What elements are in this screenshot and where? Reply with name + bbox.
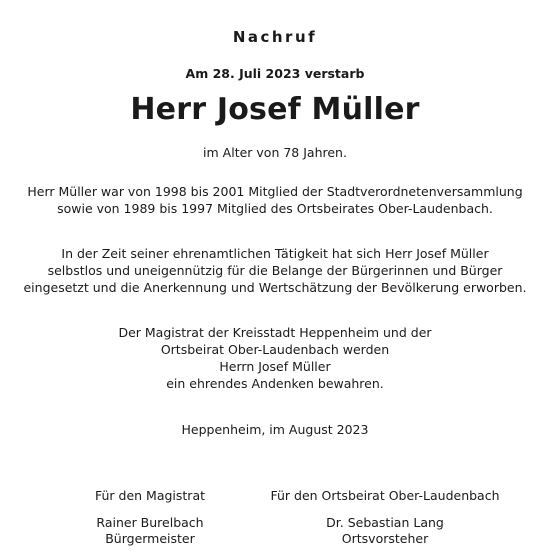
signature-right-person — [270, 515, 500, 547]
place-date-line: Heppenheim, im August 2023 — [181, 422, 369, 437]
notice-heading: Nachruf — [232, 28, 318, 46]
paragraph-line: In der Zeit seiner ehrenamtlichen Tätigkeit hat sich Herr Josef Müller — [61, 246, 489, 261]
signature-left-person — [60, 515, 240, 547]
signatory-title: Bürgermeister — [105, 531, 195, 546]
paragraph-line: Ortsbeirat Ober-Laudenbach werden — [160, 342, 390, 357]
paragraph-line: eingesetzt und die Anerkennung und Wertschätzung der Bevölkerung erworben. — [23, 280, 527, 295]
signatory-title: Ortsvorsteher — [341, 531, 429, 546]
age-line: im Alter von 78 Jahren. — [203, 145, 347, 160]
signatory-name: Rainer Burelbach — [96, 515, 204, 530]
paragraph-line: ein ehrendes Andenken bewahren. — [166, 376, 384, 391]
signatory-name: Dr. Sebastian Lang — [326, 515, 444, 530]
signature-right-org: Für den Ortsbeirat Ober-Laudenbach — [270, 488, 500, 503]
signature-left-org: Für den Magistrat — [94, 488, 206, 503]
death-date-line: Am 28. Juli 2023 verstarb — [185, 66, 365, 81]
paragraph-line: sowie von 1989 bis 1997 Mitglied des Ortsbeirates Ober-Laudenbach. — [57, 201, 493, 216]
membership-paragraph — [0, 183, 550, 217]
tribute-paragraph — [0, 245, 550, 296]
paragraph-line: Der Magistrat der Kreisstadt Heppenheim und der — [118, 325, 432, 340]
paragraph-line: Herrn Josef Müller — [219, 359, 331, 374]
deceased-name: Herr Josef Müller — [130, 92, 420, 127]
remembrance-paragraph — [0, 324, 550, 392]
paragraph-line: selbstlos und uneigennützig für die Belange der Bürgerinnen und Bürger — [47, 263, 503, 278]
paragraph-line: Herr Müller war von 1998 bis 2001 Mitglied der Stadtverordnetenversammlung — [27, 184, 523, 199]
